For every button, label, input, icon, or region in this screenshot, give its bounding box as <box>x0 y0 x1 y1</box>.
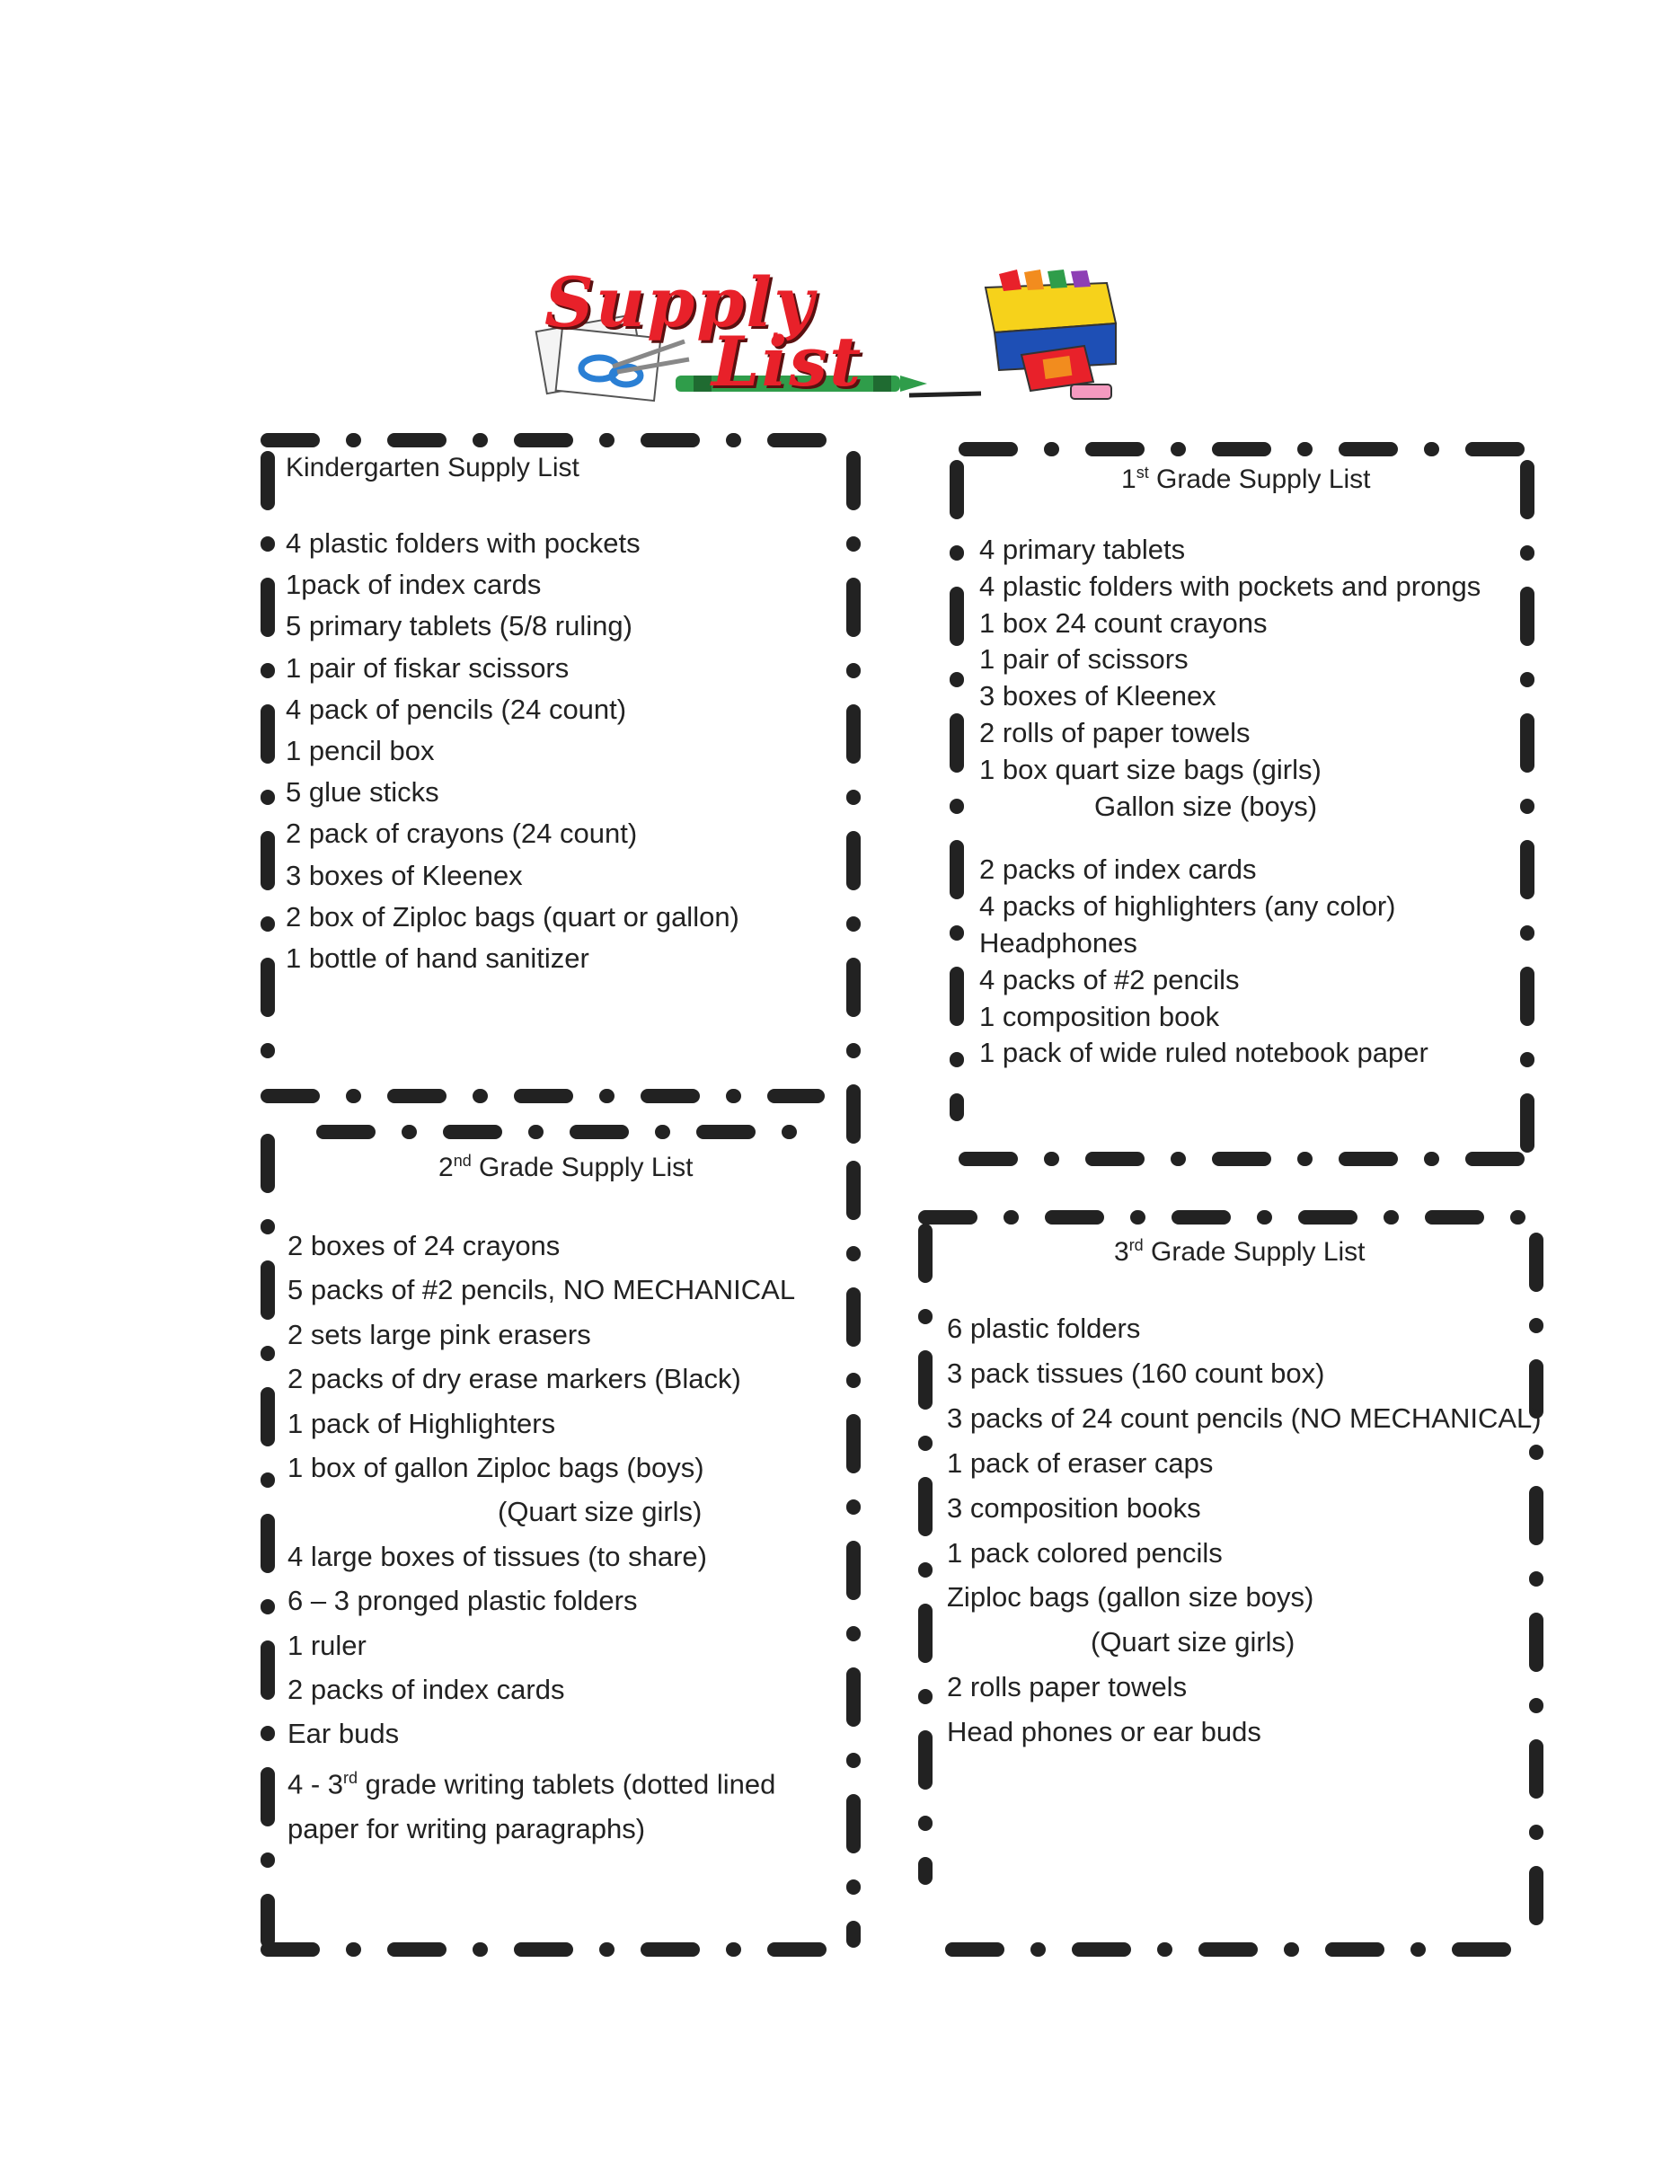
first-grade-title: 1st Grade Supply List <box>1121 464 1371 494</box>
list-item: 1 composition book <box>979 1000 1220 1032</box>
list-item: 3 packs of 24 count pencils (NO MECHANICAL) <box>947 1401 1542 1434</box>
list-item: 4 primary tablets <box>979 534 1186 565</box>
list-item: Headphones <box>979 926 1137 959</box>
list-item: 3 composition books <box>947 1491 1201 1524</box>
list-item: 2 packs of dry erase markers (Black) <box>287 1363 741 1395</box>
list-item: 6 – 3 pronged plastic folders <box>287 1585 638 1617</box>
first-grade-list <box>979 532 1481 1072</box>
second-grade-title: 2nd Grade Supply List <box>438 1152 694 1182</box>
list-item: 1 box 24 count crayons <box>979 606 1268 639</box>
list-item: 1 pair of scissors <box>979 643 1189 676</box>
pen-icon <box>909 393 981 395</box>
list-item: 1 ruler <box>287 1629 367 1661</box>
list-item: Ziploc bags (gallon size boys) <box>947 1581 1314 1614</box>
list-item <box>979 825 1481 852</box>
list-item: 3 boxes of Kleenex <box>979 680 1216 712</box>
list-item: 2 rolls paper towels <box>947 1671 1188 1703</box>
list-item: 4 packs of #2 pencils <box>979 963 1240 995</box>
list-item: Ear buds <box>287 1718 400 1750</box>
list-item: (Quart size girls) <box>1091 1626 1295 1658</box>
list-item: 4 plastic folders with pockets and prongs <box>979 570 1481 602</box>
list-item: 5 primary tablets (5/8 ruling) <box>286 610 632 642</box>
list-item: Head phones or ear buds <box>947 1716 1261 1748</box>
list-item: 2 pack of crayons (24 count) <box>286 818 638 850</box>
second-grade-list <box>287 1224 795 1851</box>
list-item: 4 pack of pencils (24 count) <box>286 693 627 725</box>
list-item: 1 box quart size bags (girls) <box>979 753 1322 785</box>
list-item: 4 large boxes of tissues (to share) <box>287 1540 707 1572</box>
list-item: 2 packs of index cards <box>287 1674 565 1706</box>
list-item: 1 pair of fiskar scissors <box>286 651 570 684</box>
list-item: Gallon size (boys) <box>1094 790 1318 822</box>
list-item: 2 packs of index cards <box>979 853 1257 886</box>
list-item: 1 pack of wide ruled notebook paper <box>979 1037 1428 1069</box>
third-grade-list <box>947 1306 1542 1755</box>
list-item: 5 glue sticks <box>286 776 439 809</box>
list-item: (Quart size girls) <box>498 1496 703 1528</box>
kindergarten-title: Kindergarten Supply List <box>286 453 579 482</box>
list-item: 1 pencil box <box>286 735 435 767</box>
list-item: 1 pack of eraser caps <box>947 1446 1214 1479</box>
list-item: 1 pack colored pencils <box>947 1536 1223 1569</box>
list-item: 4 packs of highlighters (any color) <box>979 890 1396 923</box>
supply-list-logo <box>532 262 1125 404</box>
kindergarten-list <box>286 523 739 979</box>
logo-title-line2: List <box>712 322 863 402</box>
list-item: 2 sets large pink erasers <box>287 1318 591 1350</box>
eraser-icon <box>1071 385 1111 399</box>
list-item: 1 pack of Highlighters <box>287 1407 556 1439</box>
logo-title-line1: Supply <box>544 262 816 342</box>
list-item: 6 plastic folders <box>947 1313 1141 1344</box>
list-item: 1pack of index cards <box>286 569 542 601</box>
list-item: 5 packs of #2 pencils, NO MECHANICAL <box>287 1274 796 1306</box>
list-item: 3 boxes of Kleenex <box>286 859 523 891</box>
list-item: 1 box of gallon Ziploc bags (boys) <box>287 1452 704 1484</box>
list-item: 2 boxes of 24 crayons <box>287 1230 561 1261</box>
list-item: paper for writing paragraphs) <box>287 1812 646 1844</box>
list-item: 2 rolls of paper towels <box>979 716 1251 748</box>
list-item: 4 - 3rd grade writing tablets (dotted lined <box>287 1768 776 1800</box>
list-item: 3 pack tissues (160 count box) <box>947 1357 1325 1389</box>
list-item: 4 plastic folders with pockets <box>286 527 641 559</box>
third-grade-title: 3rd Grade Supply List <box>1114 1236 1366 1267</box>
list-item: 2 box of Ziploc bags (quart or gallon) <box>286 900 739 933</box>
list-item: 1 bottle of hand sanitizer <box>286 942 589 975</box>
